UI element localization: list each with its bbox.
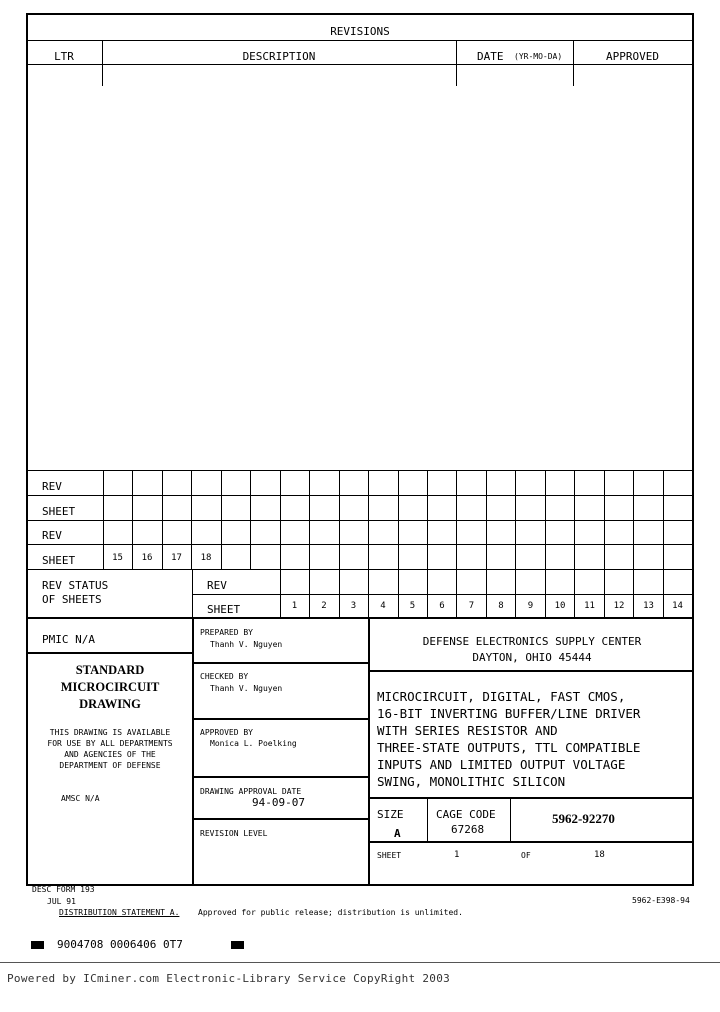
amsc: AMSC N/A <box>61 794 100 803</box>
grid-col <box>192 569 193 617</box>
lower-sheet-number: 3 <box>350 601 357 611</box>
size-label: SIZE <box>377 808 404 821</box>
sheet-label: SHEET <box>377 851 402 860</box>
availability-1: THIS DRAWING IS AVAILABLE <box>49 728 171 737</box>
revisions-col-description: DESCRIPTION <box>242 50 316 63</box>
checked-rule <box>192 718 369 720</box>
approval-date-rule <box>192 818 369 820</box>
size-divider <box>427 797 428 841</box>
drawing-title-line: THREE-STATE OUTPUTS, TTL COMPATIBLE <box>377 740 641 755</box>
grid-col <box>545 470 546 569</box>
standard-title-1: STANDARD <box>75 663 145 677</box>
lower-sheet-number: 9 <box>527 601 534 611</box>
revisions-header-rule <box>26 64 694 65</box>
rev-col-divider-1 <box>102 40 103 86</box>
lower-sheet-number: 13 <box>643 601 654 611</box>
form-number: DESC FORM 193 <box>32 885 95 894</box>
pmic: PMIC N/A <box>42 633 95 646</box>
title-rule <box>368 797 694 799</box>
grid-col <box>309 470 310 569</box>
distribution-label: DISTRIBUTION STATEMENT A. <box>59 908 180 917</box>
grid-col <box>427 470 428 569</box>
upper-sheet-number: 17 <box>171 553 182 563</box>
agency-rule <box>368 670 694 672</box>
title-block-top-rule <box>26 617 694 619</box>
checked-name: Thanh V. Nguyen <box>210 684 283 693</box>
title-block-divider-left <box>192 617 194 885</box>
sheet-label-3: SHEET <box>207 603 241 616</box>
lower-sheet-number: 10 <box>554 601 566 611</box>
grid-col <box>280 470 281 569</box>
grid-col <box>515 470 516 569</box>
rev-col-divider-2 <box>456 40 457 86</box>
lower-sheet-number: 1 <box>291 601 298 611</box>
upper-sheet-number: 15 <box>112 553 123 563</box>
revisions-col-date: DATE <box>477 50 504 63</box>
standard-title-3: DRAWING <box>79 697 141 711</box>
grid-col <box>486 470 487 569</box>
lower-sheet-number: 6 <box>439 601 445 611</box>
agency-location: DAYTON, OHIO 45444 <box>472 651 592 664</box>
grid-rule <box>26 520 694 521</box>
lower-sheet-number: 4 <box>380 601 386 611</box>
grid-col <box>250 470 251 569</box>
standard-title-2: MICROCIRCUIT <box>60 680 160 694</box>
upper-sheet-number: 18 <box>200 553 212 563</box>
powered-by: Powered by ICminer.com Electronic-Library Service CopyRight 2003 <box>7 972 451 985</box>
rev-label-1: REV <box>42 480 62 493</box>
sheet-value: 1 <box>454 850 460 860</box>
approved-rule <box>192 776 369 778</box>
barcode-block-left <box>31 941 44 949</box>
rev-label-2: REV <box>42 529 62 542</box>
drawing-title-line: SWING, MONOLITHIC SILICON <box>377 774 566 789</box>
lower-sheet-number: 11 <box>584 601 595 611</box>
grid-col <box>368 470 369 569</box>
revisions-col-date-format: (YR-MO-DA) <box>514 52 563 61</box>
grid-rule <box>26 544 694 545</box>
drawing-title-line: WITH SERIES RESISTOR AND <box>377 723 558 738</box>
rev-col-divider-3 <box>573 40 574 86</box>
lower-sheet-number: 7 <box>468 601 475 611</box>
grid-rule <box>26 495 694 496</box>
grid-col <box>633 470 634 569</box>
barcode-text: 9004708 0006406 0T7 <box>57 938 183 951</box>
drawing-title-line: 16-BIT INVERTING BUFFER/LINE DRIVER <box>377 706 641 721</box>
grid-col <box>456 470 457 569</box>
approved-label: APPROVED BY <box>200 728 253 737</box>
size-rule <box>368 841 694 843</box>
size-value: A <box>394 827 401 840</box>
upper-sheet-number: 16 <box>141 553 153 563</box>
barcode-block-right <box>231 941 244 949</box>
approval-date: 94-09-07 <box>252 796 305 809</box>
revisions-col-approved: APPROVED <box>606 50 659 63</box>
footer-separator <box>0 962 720 963</box>
grid-col <box>398 470 399 569</box>
lower-sheet-number: 2 <box>321 601 327 611</box>
prepared-label: PREPARED BY <box>200 628 253 637</box>
cage-divider <box>510 797 511 841</box>
drawing-title-line: MICROCIRCUIT, DIGITAL, FAST CMOS, <box>377 689 626 704</box>
grid-col <box>574 470 575 569</box>
cage-code-value: 67268 <box>451 823 485 836</box>
of-label: OF <box>521 851 531 860</box>
drawing-number: 5962-92270 <box>552 811 615 826</box>
prepared-rule <box>192 662 369 664</box>
approval-date-label: DRAWING APPROVAL DATE <box>200 787 302 796</box>
of-value: 18 <box>594 850 605 860</box>
prepared-name: Thanh V. Nguyen <box>210 640 283 649</box>
checked-label: CHECKED BY <box>200 672 249 681</box>
frame-bottom <box>26 884 694 886</box>
grid-col <box>339 470 340 569</box>
sheet-label-2: SHEET <box>42 554 76 567</box>
rev-status-label-2: OF SHEETS <box>42 593 102 606</box>
drawing-title-line: INPUTS AND LIMITED OUTPUT VOLTAGE <box>377 757 626 772</box>
availability-2: FOR USE BY ALL DEPARTMENTS <box>47 739 173 748</box>
availability-3: AND AGENCIES OF THE <box>64 750 156 759</box>
revision-level-label: REVISION LEVEL <box>200 829 268 838</box>
lower-sheet-number: 8 <box>498 601 504 611</box>
rev-status-label-1: REV STATUS <box>42 579 109 592</box>
grid-rule <box>192 594 694 595</box>
document-number: 5962-E398-94 <box>632 896 690 905</box>
revisions-title: REVISIONS <box>330 25 390 38</box>
grid-rule <box>26 470 694 471</box>
rev-label-3: REV <box>207 579 227 592</box>
distribution-text: Approved for public release; distribution is unlimited. <box>198 908 463 917</box>
cage-code-label: CAGE CODE <box>436 808 496 821</box>
revisions-title-rule <box>26 40 694 41</box>
frame-top <box>26 13 694 15</box>
form-date: JUL 91 <box>47 897 76 906</box>
lower-sheet-number: 14 <box>672 601 683 611</box>
approved-name: Monica L. Poelking <box>210 739 297 748</box>
lower-sheet-number: 12 <box>613 601 625 611</box>
grid-col <box>604 470 605 569</box>
availability-4: DEPARTMENT OF DEFENSE <box>59 761 161 770</box>
pmic-rule <box>26 652 193 654</box>
revisions-col-ltr: LTR <box>54 50 74 63</box>
lower-sheet-number: 5 <box>409 601 416 611</box>
frame-right <box>692 13 694 885</box>
grid-col <box>221 470 222 569</box>
sheet-label-1: SHEET <box>42 505 76 518</box>
agency-name: DEFENSE ELECTRONICS SUPPLY CENTER <box>422 635 642 648</box>
grid-rule <box>26 569 694 570</box>
grid-col <box>663 470 664 569</box>
